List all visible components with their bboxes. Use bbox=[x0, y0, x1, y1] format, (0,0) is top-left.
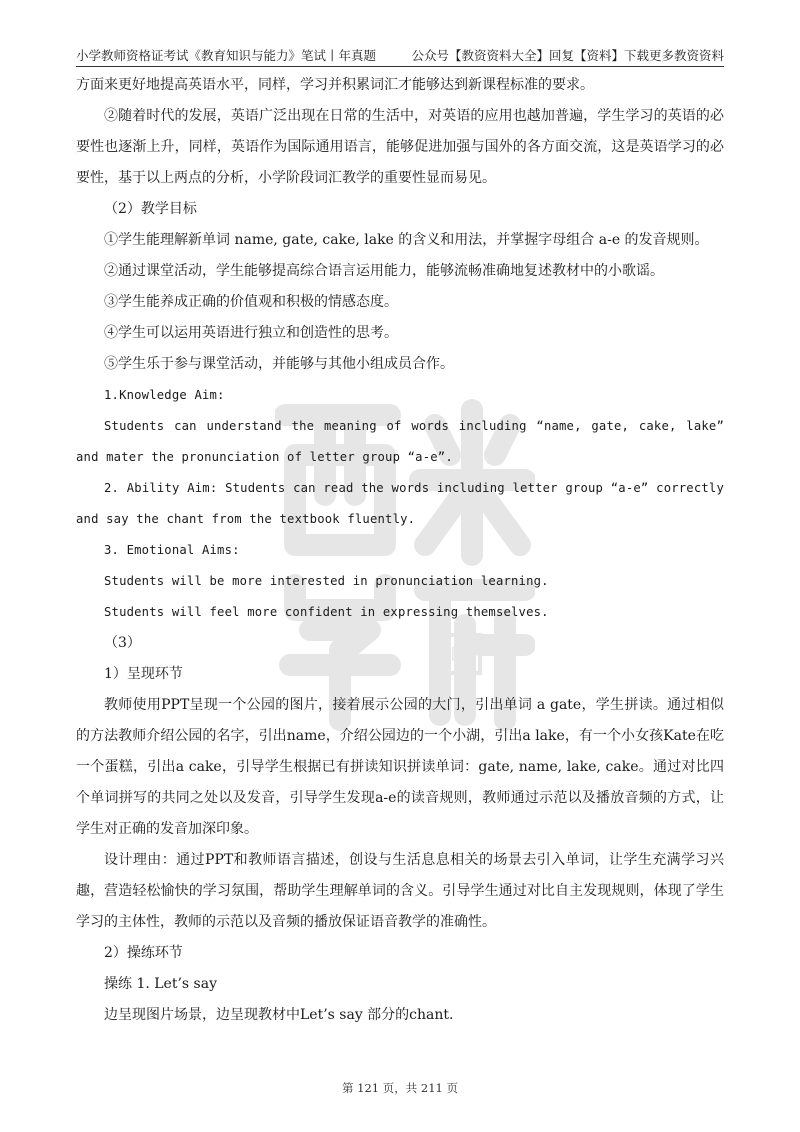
page-number: 第 121 页，共 211 页 bbox=[341, 1081, 459, 1095]
paragraph: 方面来更好地提高英语水平，同样，学习并积累词汇才能够达到新课程标准的要求。 bbox=[76, 77, 594, 93]
list-item: ①学生能理解新单词 name, gate, cake, lake 的含义和用法，并掌握字母组合 a-e 的发音规则。 bbox=[104, 232, 709, 248]
english-paragraph: 2. Ability Aim: Students can read the words including letter group “a-e” correctly and say the chant from the textbook fluently. bbox=[76, 481, 724, 526]
english-heading: 3. Emotional Aims: bbox=[104, 543, 240, 557]
section-heading: 1）呈现环节 bbox=[104, 666, 183, 682]
paragraph: 设计理由：通过PPT和教师语言描述，创设与生活息息相关的场景去引入单词，让学生充满学习兴趣，营造轻松愉快的学习氛围，帮助学生理解单词的含义。引导学生通过对比自主发现规则，体现了学生学习的主体性，教师的示范以及音频的播放保证语音教学的准确性。 bbox=[76, 852, 724, 930]
list-item: ④学生可以运用英语进行独立和创造性的思考。 bbox=[104, 325, 398, 341]
header-right: 公众号【教资资料大全】回复【资料】下载更多教资资料 bbox=[411, 48, 724, 63]
header-left: 小学教师资格证考试《教育知识与能力》笔试丨年真题 bbox=[76, 48, 377, 63]
watermark-seal: 印 bbox=[450, 643, 470, 667]
list-item: ②通过课堂活动，学生能够提高综合语言运用能力，能够流畅准确地复述教材中的小歌谣。 bbox=[104, 263, 664, 279]
paragraph: 边呈现图片场景，边呈现教材中Let’s say 部分的chant. bbox=[104, 1007, 454, 1023]
list-item: ③学生能养成正确的价值观和积极的情感态度。 bbox=[104, 294, 398, 310]
section-heading: 操练 1. Let’s say bbox=[104, 976, 217, 992]
section-heading: 2）操练环节 bbox=[104, 945, 183, 961]
paragraph: ②随着时代的发展，英语广泛出现在日常的生活中，对英语的应用也越加普遍，学生学习的英语的必要性也逐渐上升，同样，英语作为国际通用语言，能够促进加强与国外的各方面交流，这是英语学习的必要性，基于以上两点的分析，小学阶段词汇教学的重要性显而易见。 bbox=[76, 108, 724, 186]
english-paragraph: Students will feel more confident in expressing themselves. bbox=[104, 605, 549, 619]
list-item: ⑤学生乐于参与课堂活动，并能够与其他小组成员合作。 bbox=[104, 356, 454, 372]
paragraph: 教师使用PPT呈现一个公园的图片，接着展示公园的大门，引出单词 a gate，学生拼读。通过相似的方法教师介绍公园的名字，引出name，介绍公园边的一个小湖，引出a lake，有一个小女孩Kate在吃一个蛋糕，引出a cake，引导学生根据已有拼读知识拼读单词：gate, name, lake, cake。通过对比四个单词拼写的共同之处以及发音，引导学生发现a-e的读音规则，教师通过示范以及播放音频的方式，让学生对正确的发音加深印象。 bbox=[76, 697, 724, 837]
section-heading: （2）教学目标 bbox=[104, 201, 197, 217]
english-paragraph: Students can understand the meaning of words including “name, gate, cake, lake” and mater the pronunciation of letter group “a-e”. bbox=[76, 419, 724, 464]
page-header bbox=[76, 42, 724, 67]
page-content bbox=[76, 70, 724, 1031]
english-paragraph: Students will be more interested in pronunciation learning. bbox=[104, 574, 549, 588]
section-heading: （3） bbox=[104, 635, 141, 651]
english-heading: 1.Knowledge Aim: bbox=[104, 388, 225, 402]
